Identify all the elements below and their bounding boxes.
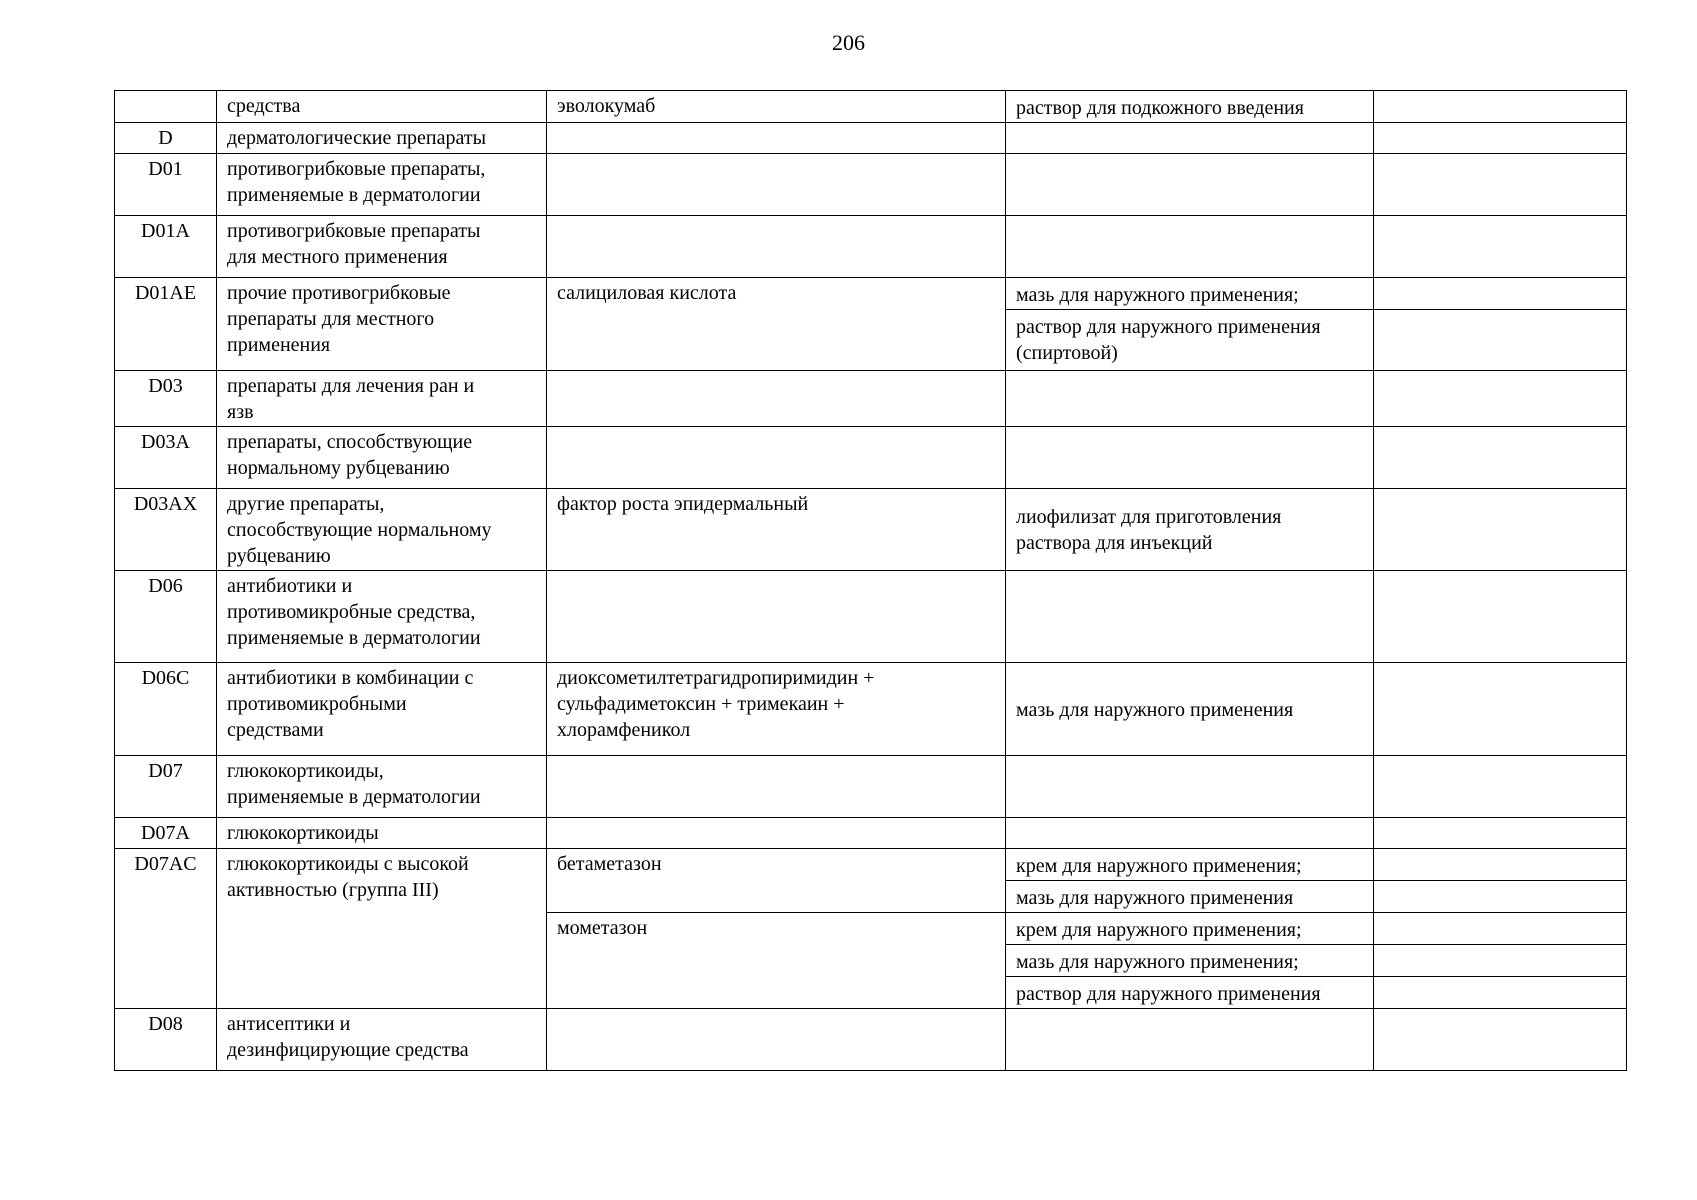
empty-cell (1374, 371, 1627, 427)
atc-name-cell (217, 427, 547, 489)
empty-cell (1374, 571, 1627, 663)
atc-name-line: рубцеванию (227, 545, 331, 567)
drug-name-cell: бетаметазон (547, 849, 1006, 913)
table-row (115, 154, 1627, 216)
table-row (115, 571, 1627, 663)
atc-name-cell (217, 663, 547, 756)
empty-cell (1374, 977, 1627, 1009)
dosage-form-cell (1006, 571, 1374, 663)
atc-name-cell (217, 571, 547, 663)
atc-name-line: препараты для лечения ран и (227, 375, 475, 397)
empty-cell (1374, 278, 1627, 310)
atc-name-line: противогрибковые препараты (227, 220, 481, 242)
atc-code-cell: D01 (115, 154, 217, 216)
table-row (115, 91, 1627, 123)
drug-name-cell (547, 154, 1006, 216)
table-row (115, 849, 1627, 881)
dosage-form-line: (спиртовой) (1016, 342, 1118, 364)
drug-name-cell (547, 663, 1006, 756)
atc-name-line: препараты, способствующие (227, 431, 473, 453)
atc-name-line: нормальному рубцеванию (227, 457, 450, 479)
atc-code-cell: D01AE (115, 278, 217, 371)
atc-name-cell (217, 216, 547, 278)
atc-name-line: противогрибковые препараты, (227, 158, 486, 180)
atc-name-line: антибиотики и (227, 575, 353, 597)
table-row (115, 427, 1627, 489)
atc-name-cell (217, 1009, 547, 1071)
dosage-form-line: лиофилизат для приготовления (1016, 506, 1282, 528)
atc-code-cell: D08 (115, 1009, 217, 1071)
atc-code-cell: D06C (115, 663, 217, 756)
empty-cell (1374, 818, 1627, 849)
atc-name-line: противомикробными (227, 693, 407, 715)
table-row (115, 663, 1627, 756)
empty-cell (1374, 310, 1627, 371)
dosage-form-cell (1006, 216, 1374, 278)
atc-name-cell: средства (217, 91, 547, 123)
table-row (115, 818, 1627, 849)
empty-cell (1374, 91, 1627, 123)
atc-name-line: для местного применения (227, 246, 448, 268)
drug-name-cell (547, 756, 1006, 818)
atc-code-cell (115, 91, 217, 123)
dosage-form-cell: крем для наружного применения; (1006, 913, 1374, 945)
empty-cell (1374, 945, 1627, 977)
empty-cell (1374, 913, 1627, 945)
dosage-form-cell: мазь для наружного применения; (1006, 278, 1374, 310)
drug-name-line: сульфадиметоксин + тримекаин + (557, 693, 845, 715)
dosage-form-line: раствор для наружного применения (1016, 316, 1321, 338)
atc-name-line: средствами (227, 719, 324, 741)
atc-name-cell (217, 489, 547, 571)
dosage-form-cell (1006, 371, 1374, 427)
dosage-form-cell: раствор для подкожного введения (1006, 91, 1374, 123)
table-row (115, 278, 1627, 310)
drug-name-cell (547, 371, 1006, 427)
page-number: 206 (832, 30, 865, 55)
atc-name-line: язв (227, 401, 254, 423)
atc-name-line: глюкокортикоиды, (227, 760, 384, 782)
drug-name-cell: мометазон (547, 913, 1006, 1009)
dosage-form-cell (1006, 756, 1374, 818)
empty-cell (1374, 123, 1627, 154)
table-row (115, 489, 1627, 571)
atc-code-cell: D (115, 123, 217, 154)
atc-code-cell: D03A (115, 427, 217, 489)
atc-name-line: препараты для местного (227, 308, 435, 330)
dosage-form-line: раствора для инъекций (1016, 532, 1213, 554)
atc-name-line: глюкокортикоиды с высокой (227, 853, 469, 875)
atc-name-line: способствующие нормальному (227, 519, 492, 541)
atc-name-line: применяемые в дерматологии (227, 627, 481, 649)
atc-name-line: применяемые в дерматологии (227, 184, 481, 206)
atc-name-line: применения (227, 334, 331, 356)
atc-name-cell (217, 278, 547, 371)
dosage-form-cell (1006, 489, 1374, 571)
dosage-form-cell: мазь для наружного применения; (1006, 945, 1374, 977)
empty-cell (1374, 756, 1627, 818)
atc-name-line: антибиотики в комбинации с (227, 667, 474, 689)
drug-name-line: хлорамфеникол (557, 719, 691, 741)
atc-code-cell: D01A (115, 216, 217, 278)
table-row (115, 216, 1627, 278)
dosage-form-cell (1006, 427, 1374, 489)
atc-name-line: применяемые в дерматологии (227, 786, 481, 808)
dosage-form-cell (1006, 310, 1374, 371)
dosage-form-cell (1006, 818, 1374, 849)
atc-name-cell (217, 849, 547, 1009)
dosage-form-cell (1006, 123, 1374, 154)
atc-name-cell (217, 756, 547, 818)
atc-name-cell (217, 154, 547, 216)
dosage-form-cell: крем для наружного применения; (1006, 849, 1374, 881)
drug-classification-table (114, 90, 1627, 1071)
atc-name-cell (217, 371, 547, 427)
empty-cell (1374, 216, 1627, 278)
table-row (115, 756, 1627, 818)
empty-cell (1374, 489, 1627, 571)
atc-code-cell: D07 (115, 756, 217, 818)
drug-name-cell: салициловая кислота (547, 278, 1006, 371)
drug-name-cell (547, 818, 1006, 849)
drug-name-cell: фактор роста эпидермальный (547, 489, 1006, 571)
drug-name-cell (547, 123, 1006, 154)
atc-code-cell: D07A (115, 818, 217, 849)
empty-cell (1374, 881, 1627, 913)
drug-name-cell (547, 427, 1006, 489)
drug-name-cell (547, 571, 1006, 663)
empty-cell (1374, 427, 1627, 489)
dosage-form-cell: мазь для наружного применения (1006, 663, 1374, 756)
dosage-form-cell (1006, 1009, 1374, 1071)
atc-name-line: дезинфицирующие средства (227, 1039, 469, 1061)
atc-name-line: противомикробные средства, (227, 601, 476, 623)
atc-code-cell: D03AX (115, 489, 217, 571)
drug-name-cell (547, 216, 1006, 278)
empty-cell (1374, 849, 1627, 881)
atc-code-cell: D07AC (115, 849, 217, 1009)
drug-name-cell: эволокумаб (547, 91, 1006, 123)
atc-name-cell: глюкокортикоиды (217, 818, 547, 849)
dosage-form-cell: мазь для наружного применения (1006, 881, 1374, 913)
atc-code-cell: D03 (115, 371, 217, 427)
empty-cell (1374, 663, 1627, 756)
dosage-form-cell (1006, 154, 1374, 216)
atc-code-cell: D06 (115, 571, 217, 663)
dosage-form-cell: раствор для наружного применения (1006, 977, 1374, 1009)
empty-cell (1374, 154, 1627, 216)
atc-name-cell: дерматологические препараты (217, 123, 547, 154)
atc-name-line: активностью (группа III) (227, 879, 439, 901)
table-row (115, 371, 1627, 427)
empty-cell (1374, 1009, 1627, 1071)
drug-name-cell (547, 1009, 1006, 1071)
atc-name-line: антисептики и (227, 1013, 351, 1035)
drug-name-line: диоксометилтетрагидропиримидин + (557, 667, 875, 689)
atc-name-line: прочие противогрибковые (227, 282, 451, 304)
table-row (115, 1009, 1627, 1071)
atc-name-line: другие препараты, (227, 493, 385, 515)
table-row (115, 123, 1627, 154)
